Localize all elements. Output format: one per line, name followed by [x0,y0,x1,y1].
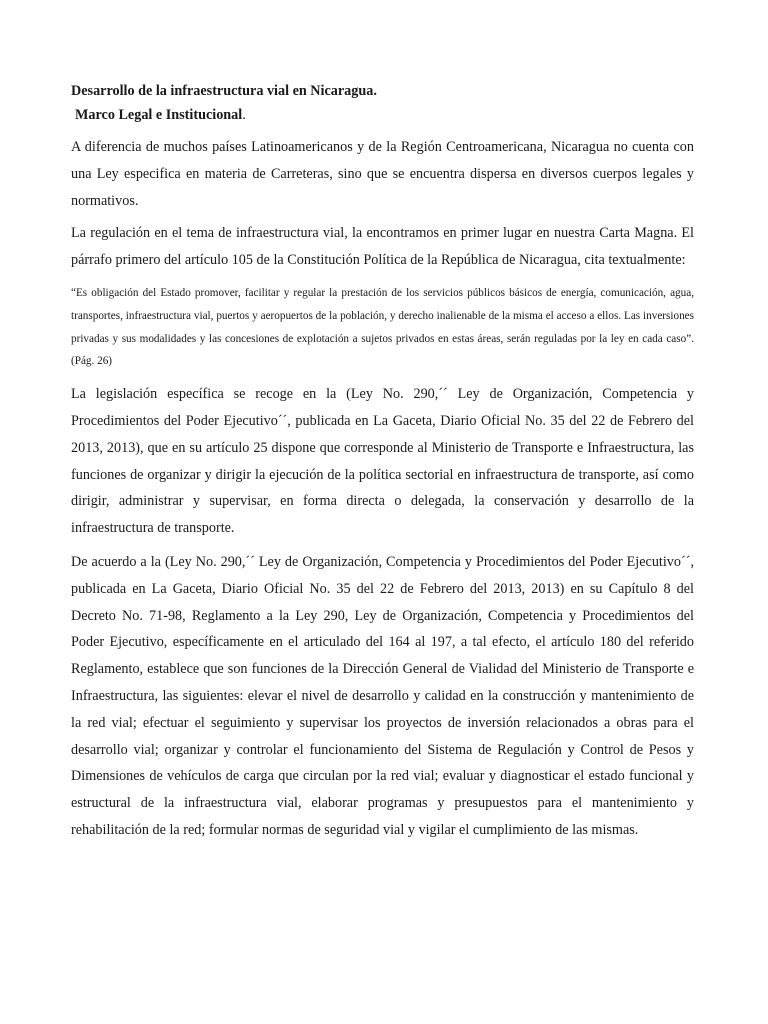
document-page [71,80,694,844]
document-subtitle [71,104,694,126]
paragraph-regulation: La regulación en el tema de infraestructura vial, la encontramos en primer lugar en nuestra Carta Magna. El párrafo primero del artículo 105 de la Constitución Política de la República de Nicaragua, cita textualmente: [71,225,694,269]
paragraph-intro: A diferencia de muchos países Latinoamericanos y de la Región Centroamericana, Nicaragua no cuenta con una Ley especifica en materia de Carreteras, sino que se encuentra dispersa en diversos cuerpos legales y normativos. [71,139,694,209]
subtitle-text: Marco Legal e Institucional [75,107,243,123]
paragraph-functions: De acuerdo a la (Ley No. 290,´´ Ley de Organización, Competencia y Procedimientos del Poder Ejecutivo´´, publicada en La Gaceta, Diario Oficial No. 35 del 22 de Febrero del 2013, 2013) en su Capítulo 8 del Decreto No. 71-98, Reglamento a la Ley 290, Ley de Organización, Competencia y Procedimientos del Poder Ejecutivo, específicamente en el articulado del 164 al 197, a tal efecto, el artículo 180 del referido Reglamento, establece que son funciones de la Dirección General de Vialidad del Ministerio de Transporte e Infraestructura, las siguientes: elevar el nivel de desarrollo y calidad en la construcción y mantenimiento de la red vial; efectuar el seguimiento y supervisar los proyectos de inversión relacionados a obras para el desarrollo vial; organizar y controlar el funcionamiento del Sistema de Regulación y Control de Pesos y Dimensiones de vehículos de carga que circulan por la red vial; evaluar y diagnosticar el estado funcional y estructural de la infraestructura vial, elaborar programas y presupuestos para el mantenimiento y rehabilitación de la red; formular normas de seguridad vial y vigilar el cumplimiento de las mismas. [71,553,694,838]
document-title: Desarrollo de la infraestructura vial en Nicaragua. [71,83,377,99]
paragraph-legislation: La legislación específica se recoge en la (Ley No. 290,´´ Ley de Organización, Competencia y Procedimientos del Poder Ejecutivo´´, publicada en La Gaceta, Diario Oficial No. 35 del 22 de Febrero del 2013, 2013), que en su artículo 25 dispone que corresponde al Ministerio de Transporte e Infraestructura, las funciones de organizar y dirigir la ejecución de la política sectorial en infraestructura de transporte, así como dirigir, administrar y supervisar, en forma directa o delegada, la conservación y desarrollo de la infraestructura de transporte. [71,386,694,537]
subtitle-period: . [242,107,246,123]
constitution-quote: “Es obligación del Estado promover, facilitar y regular la prestación de los servicios públicos básicos de energía, comunicación, agua, transportes, infraestructura vial, puertos y aeropuertos de la población, y derecho inalienable de la misma el acceso a ellos. Las inversiones privadas y sus modalidades y las concesiones de explotación a sujetos privados en estas áreas, serán reguladas por la ley en cada caso”. (Pág. 26) [71,286,694,368]
